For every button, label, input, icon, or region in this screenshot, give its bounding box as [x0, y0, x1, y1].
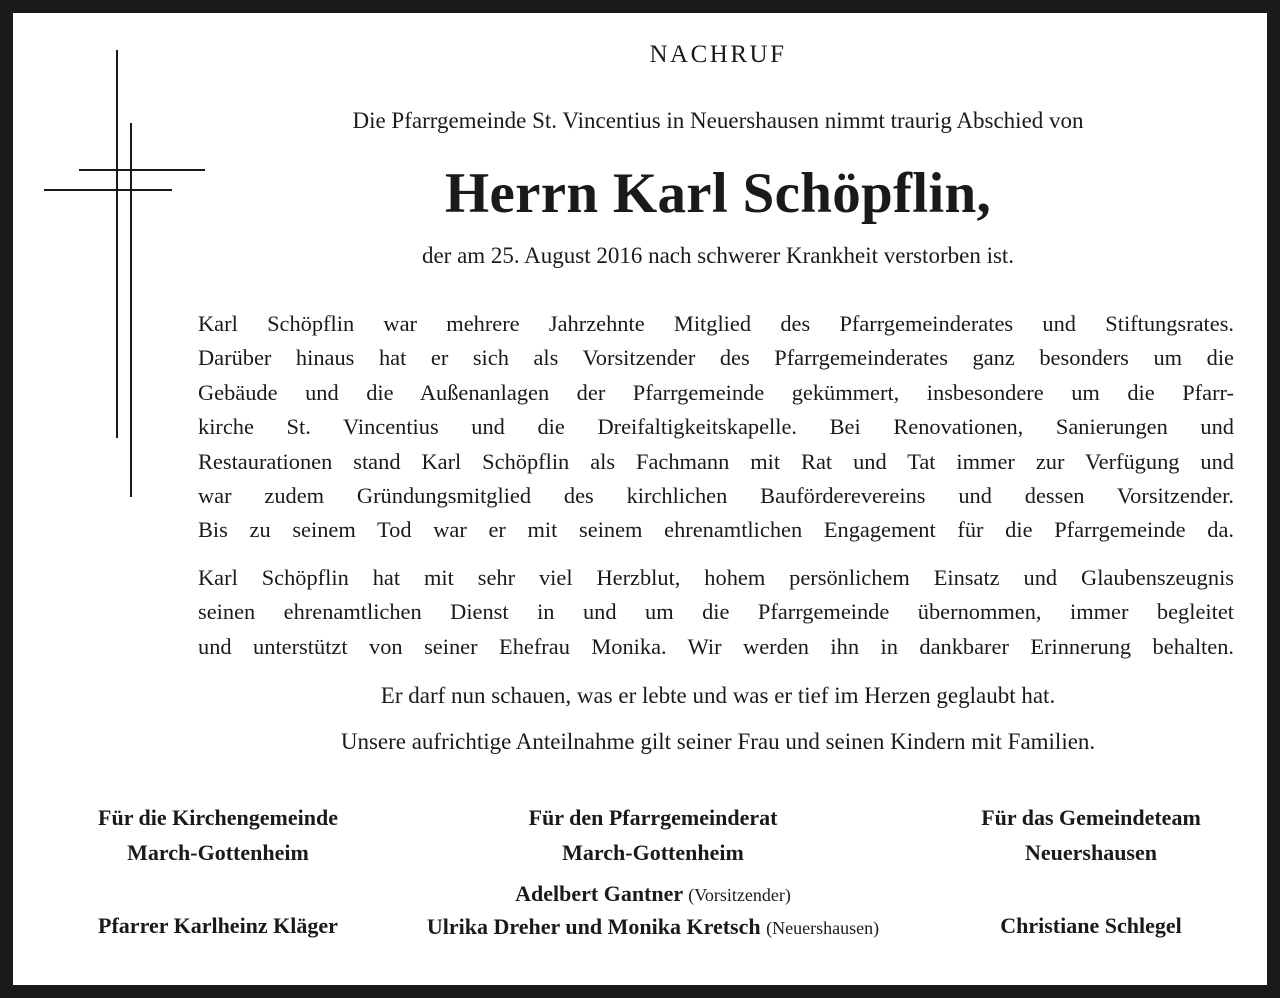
signature-org: Für das Gemeindeteam: [981, 805, 1201, 830]
closing-line-two: Unsere aufrichtige Anteilnahme gilt seiner Frau und seinen Kindern mit Familien.: [340, 729, 1096, 754]
signer-name-text: Ulrika Dreher und Monika Kretsch: [426, 914, 761, 939]
obituary-notice: [13, 13, 1267, 985]
signature-place: March-Gottenheim: [127, 840, 309, 865]
signature-kirchengemeinde: [33, 800, 403, 870]
paragraph-line: kirche St. Vincentius und die Dreifaltigkeitskapelle. Bei Renovationen, Sanierungen und: [198, 414, 1234, 440]
signature-pfarrgemeinderat: [358, 800, 948, 870]
paragraph-one: [198, 307, 1234, 548]
signature-gemeindeteam: [913, 800, 1269, 870]
signer-name: [358, 914, 948, 940]
notice-heading: NACHRUF: [649, 41, 787, 68]
signature-place: March-Gottenheim: [562, 840, 744, 865]
paragraph-line: und unterstützt von seiner Ehefrau Monika. Wir werden ihn in dankbarer Erinnerung behalten.: [198, 633, 1234, 659]
signature-org: Für den Pfarrgemeinderat: [528, 805, 778, 830]
paragraph-line: Gebäude und die Außenanlagen der Pfarrgemeinde gekümmert, insbesondere um die Pfarr-: [198, 379, 1234, 405]
paragraph-line: Karl Schöpflin hat mit sehr viel Herzblut, hohem persönlichem Einsatz und Glaubenszeugnis: [198, 565, 1234, 590]
closing-line-one: Er darf nun schauen, was er lebte und was er tief im Herzen geglaubt hat.: [380, 683, 1056, 708]
signer-name: Christiane Schlegel: [1000, 913, 1182, 938]
notice-intro: Die Pfarrgemeinde St. Vincentius in Neuershausen nimmt traurig Abschied von: [352, 108, 1084, 133]
signer-role: (Neuershausen): [766, 918, 880, 938]
paragraph-line: Karl Schöpflin war mehrere Jahrzehnte Mitglied des Pfarrgemeinderates und Stiftungsrates.: [198, 311, 1234, 336]
signature-place: Neuershausen: [1024, 840, 1157, 865]
deceased-name: Herrn Karl Schöpflin,: [444, 162, 992, 225]
paragraph-line: seinen ehrenamtlichen Dienst in und um die Pfarrgemeinde übernommen, immer begleitet: [198, 599, 1234, 625]
paragraph-two: [198, 561, 1234, 664]
paragraph-line: Restaurationen stand Karl Schöpflin als Fachmann mit Rat und Tat immer zur Verfügung und: [198, 448, 1234, 474]
death-statement: der am 25. August 2016 nach schwerer Krankheit verstorben ist.: [421, 243, 1015, 268]
signer-name: Pfarrer Karlheinz Kläger: [98, 913, 338, 938]
signer-role: (Vorsitzender): [688, 885, 791, 905]
signer-name-text: Adelbert Gantner: [515, 881, 683, 906]
paragraph-line: war zudem Gründungsmitglied des kirchlichen Bauförderevereins und dessen Vorsitzender.: [198, 483, 1234, 509]
signature-org: Für die Kirchengemeinde: [98, 805, 338, 830]
paragraph-line: Darüber hinaus hat er sich als Vorsitzender des Pfarrgemeinderates ganz besonders um die: [198, 345, 1234, 371]
paragraph-line: Bis zu seinem Tod war er mit seinem ehrenamtlichen Engagement für die Pfarrgemeinde da.: [198, 517, 1234, 543]
signer-name: [358, 881, 948, 907]
